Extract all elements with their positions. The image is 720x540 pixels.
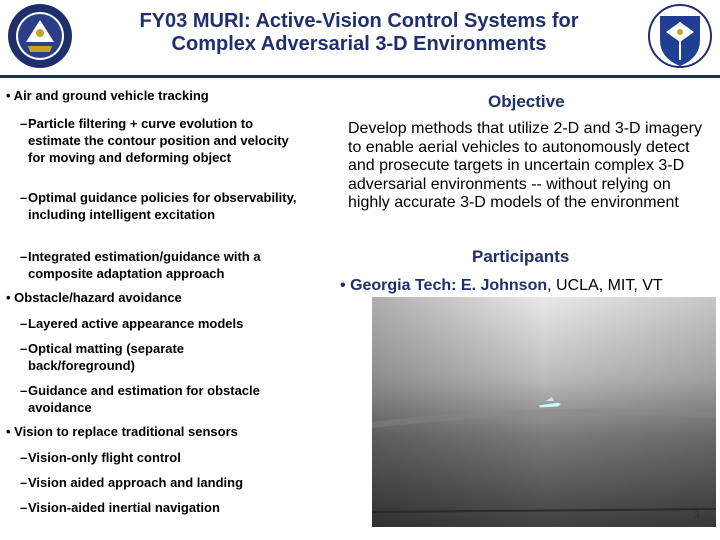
sub-item: – Integrated estimation/guidance with a composite adaptation approach xyxy=(20,249,261,281)
participants-lead: Georgia Tech: E. Johnson xyxy=(350,277,548,294)
title-line-2: Complex Adversarial 3-D Environments xyxy=(171,33,547,55)
air-force-research-laboratory-shield-icon xyxy=(648,2,712,70)
objective-text: Develop methods that utilize 2-D and 3-D imagery to enable aerial vehicles to autonomously detect and prosecute targets in uncertain complex 3-D adversarial environments -- without relying on highly accurate 3-D models of the environment xyxy=(348,120,702,211)
sub-item: – Vision-aided inertial navigation xyxy=(20,500,220,515)
bullet-tracking: • Air and ground vehicle tracking xyxy=(6,88,209,103)
slide-title xyxy=(95,10,623,56)
participants-text xyxy=(340,277,663,295)
sub-item: – Optimal guidance policies for observability, including intelligent excitation xyxy=(20,190,297,222)
sub-item: – Vision aided approach and landing xyxy=(20,475,244,490)
sub-item-text: Guidance and estimation for obstacle avoidance xyxy=(28,383,260,415)
sub-item: – Optical matting (separate back/foreground) xyxy=(20,341,185,373)
title-divider xyxy=(0,75,720,78)
participants-heading: Participants xyxy=(472,247,570,266)
sub-item-text: Optical matting (separate back/foreground) xyxy=(28,341,185,373)
sub-item: – Vision-only flight control xyxy=(20,450,181,465)
participants-bullet: • xyxy=(340,277,346,294)
sub-item-text: Vision-only flight control xyxy=(28,450,181,465)
title-line-1: FY03 MURI: Active-Vision Control Systems for xyxy=(139,10,579,32)
sub-item: – Guidance and estimation for obstacle avoidance xyxy=(20,383,260,415)
air-force-office-of-scientific-research-seal-icon xyxy=(6,2,74,70)
sub-item: – Layered active appearance models xyxy=(20,316,244,331)
sub-item-text: Particle filtering + curve evolution to estimate the contour position and velocity for moving and deforming object xyxy=(28,116,289,165)
sub-item-text: Vision aided approach and landing xyxy=(28,475,244,490)
participants-rest: , UCLA, MIT, VT xyxy=(547,277,663,294)
sub-item-text: Integrated estimation/guidance with a composite adaptation approach xyxy=(28,249,261,281)
sub-item-text: Optimal guidance policies for observability, including intelligent excitation xyxy=(28,190,297,222)
bullet-obstacle: • Obstacle/hazard avoidance xyxy=(6,290,182,305)
aerial-video-frame-with-aircraft-icon xyxy=(372,297,716,527)
page-number: 3 xyxy=(694,510,700,521)
sub-item: – Particle filtering + curve evolution to estimate the contour position and velocity for moving and deforming object xyxy=(20,116,289,165)
bullet-vision: • Vision to replace traditional sensors xyxy=(6,424,238,439)
sub-item-text: Vision-aided inertial navigation xyxy=(28,500,220,515)
objective-heading: Objective xyxy=(488,92,565,111)
sub-item-text: Layered active appearance models xyxy=(28,316,244,331)
header xyxy=(0,0,720,75)
